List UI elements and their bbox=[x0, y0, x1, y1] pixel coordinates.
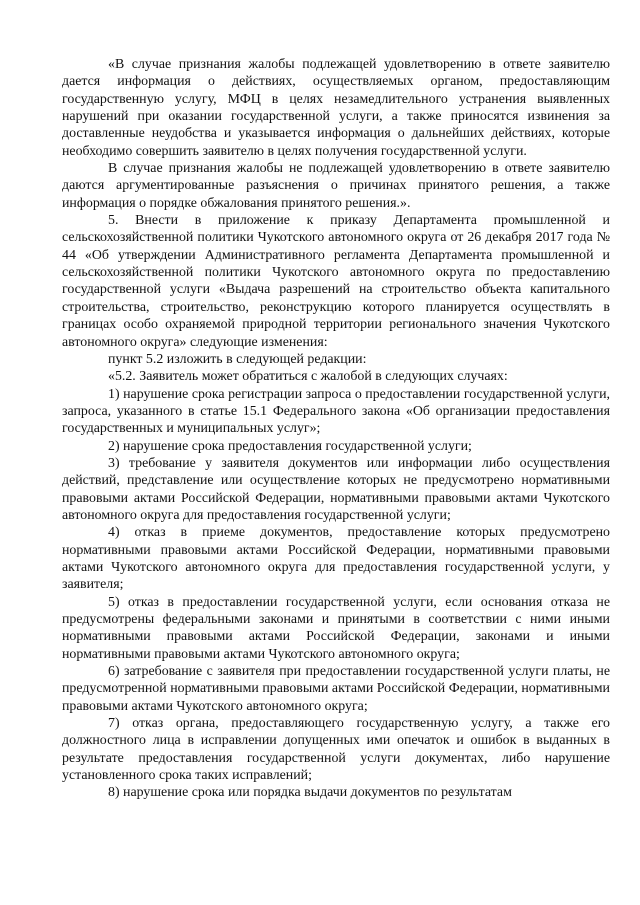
paragraph-item-5-amendment: 5. Внести в приложение к приказу Департамента промышленной и сельскохозяйственной политики Чукотского автономного округа от 26 декабря 2017 года № 44 «Об утверждении Административного регламента Департамента промышленной и сельскохозяйственной политики Чукотского автономного округа по предоставлению государственной услуги «Выдача разрешений на строительство объекта капитального строительства, строительство, реконструкцию которого планируется осуществлять в границах особо охраняемой природной территории регионального значения Чукотского автономного округа» следующие изменения: bbox=[62, 213, 610, 350]
paragraph-point-5-2-heading: «5.2. Заявитель может обратиться с жалобой в следующих случаях: bbox=[108, 369, 508, 385]
list-item-1: 1) нарушение срока регистрации запроса о предоставлении государственной услуги, запроса, указанного в статье 15.1 Федерального закона «Об организации предоставления государственных и муниципальных услуг»; bbox=[62, 386, 610, 437]
paragraph-point-5-2-intro: пункт 5.2 изложить в следующей редакции: bbox=[108, 351, 367, 367]
document-page bbox=[62, 56, 610, 802]
list-item-7: 7) отказ органа, предоставляющего государственную услугу, а также его должностного лица в исправлении допущенных ими опечаток и ошибок в выданных в результате предоставления государственной услуги документах, либо нарушение установленного срока таких исправлений; bbox=[62, 716, 610, 784]
list-item-2: 2) нарушение срока предоставления государственной услуги; bbox=[108, 438, 472, 454]
paragraph-positive-decision: «В случае признания жалобы подлежащей удовлетворению в ответе заявителю дается информация о действиях, осуществляемых органом, предоставляющим государственную услугу, МФЦ в целях незамедлительного устранения выявленных нарушений при оказании государственной услуги, а также приносятся извинения за доставленные неудобства и указывается информация о дальнейших действиях, которые необходимо совершить заявителю в целях получения государственной услуги. bbox=[62, 57, 610, 159]
list-item-5: 5) отказ в предоставлении государственной услуги, если основания отказа не предусмотрены федеральными законами и принятыми в соответствии с ними иными нормативными правовыми актами Российской Федерации, законами и иными нормативными правовыми актами Чукотского автономного округа; bbox=[62, 594, 610, 662]
paragraph-negative-decision: В случае признания жалобы не подлежащей удовлетворению в ответе заявителю даются аргументированные разъяснения о причинах принятого решения, а также информация о порядке обжалования принятого решения.». bbox=[62, 161, 610, 211]
list-item-3: 3) требование у заявителя документов или информации либо осуществления действий, представление или осуществление которых не предусмотрено нормативными правовыми актами Российской Федерации, нормативными правовыми актами Чукотского автономного округа для предоставления государственной услуги; bbox=[62, 455, 610, 523]
list-item-8: 8) нарушение срока или порядка выдачи документов по результатам bbox=[108, 785, 512, 801]
list-item-6: 6) затребование с заявителя при предоставлении государственной услуги платы, не предусмотренной нормативными правовыми актами Российской Федерации, нормативными правовыми актами Чукотского автономного округа; bbox=[62, 664, 610, 714]
list-item-4: 4) отказ в приеме документов, предоставление которых предусмотрено нормативными правовыми актами Российской Федерации, нормативными правовыми актами Чукотского автономного округа для предоставления государственной услуги, у заявителя; bbox=[62, 525, 610, 593]
